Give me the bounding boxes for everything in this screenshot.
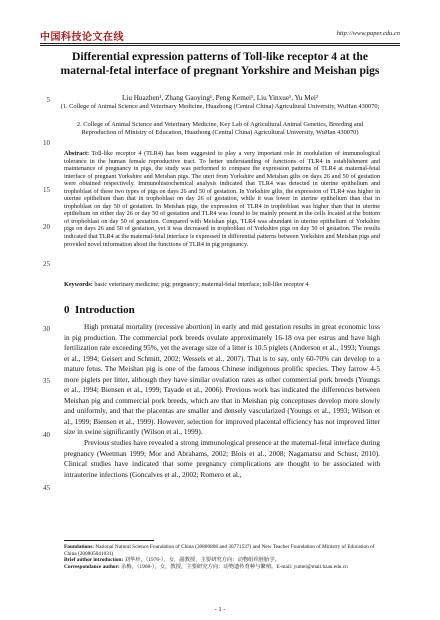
body-text	[64, 322, 380, 480]
footnote-label: Correspondance author:	[64, 563, 120, 570]
keywords	[64, 281, 380, 288]
body-paragraph: High prenatal mortality (recessive abortion) in early and mid gestation results in great economic loss in pig production. The commercial pork breeds ovulate approximately 16-18 ova per estrus and have high fertilization rate exceeding 95%, yet the average size of a litter is 10.5 piglets (Anderson et al., 1993; Youngs et al., 1994; Geisert and Schmitt, 2002; Wessels et al., 2007). That is to say, only 60-70% can develop to a mature fetus. The Meishan pig is one of the famous Chinese indigenous prolific species. They farrow 4-5 more piglets per litter, although they have similar ovulation rates as other commercial pork breeds (Youngs et al., 1994; Biensen et al., 1999; Tayade et al., 2006). Previous work has indicated the differences between Meishan pig and commercial pork breeds, which are that in Meishan pig conceptuses develop more slowly and uniformly, and that the placentas are smaller and densely vascularized (Youngs et al., 1993; Wilson et al., 1999; Biensen et al., 1999). However, selection for improved placental efficiency has not improved litter size in swine significantly (Wilson et al., 1999).	[64, 323, 380, 437]
footnote-correspondence	[64, 564, 380, 571]
keywords-text: basic veterinary medicine; pig; pregnancy; maternal-fetal interface; toll-like receptor 4	[94, 281, 309, 288]
footnote-rule	[64, 540, 154, 541]
keywords-label: Keywords:	[64, 281, 93, 288]
affiliation-1: (1. College of Animal Science and Veterinary Medicine, Huazhong (Central China) Agricultural University, WuHan 430070;	[60, 103, 380, 110]
footnote-text: National Natural Science Foundation of China (30800808 and 30771537) and New Teacher Foundation of Ministry of Education of China (200805041031)	[64, 544, 375, 557]
footnote-text: 余梅，（1968-），女，教授，主要研究方向：动物遗传育种与繁殖。E-mail: yumei@mail.hzau.edu.cn	[121, 563, 348, 570]
section-number: 0	[64, 304, 70, 316]
header-rule-thin	[40, 45, 400, 46]
site-url[interactable]: http://www.paper.edu.cn	[336, 30, 400, 37]
affiliation-2: 2. College of Animal Science and Veterinary Medicine, Key Lab of Agricultural Animal Genetics, Breeding and Reproduction of Ministry of Education, Huazhong (Central China) Agricultural University, WuHan 430070)	[76, 121, 364, 136]
footnotes	[64, 544, 380, 570]
abstract	[64, 150, 380, 248]
paper-title: Differential expression patterns of Toll-like receptor 4 at the maternal-fetal interface of pregnant Yorkshire and Meishan pigs	[60, 50, 380, 77]
page-number: - 1 -	[214, 606, 226, 613]
journal-logo: 中国科技论文在线	[40, 32, 124, 43]
abstract-text: Toll-like receptor 4 (TLR4) has been suggested to play a very important role in modulation of immunological tolerance in the human female reproductive tract. To better understanding of functions of TLR4 in establishment and maintenance of pregnancy in pigs, the study was performed to compare the expression patterns of TLR4 at maternal-fetal interface of pregnant Yorkshire and Meishan pigs. The uteri from Yorkshire and Meishan gilts on days 26 and 50 of gestation were obtained respectively. Immunohistochemical analysis indicated that TLR4 was detected in uterine epithelium and trophoblast of these two types of pigs on days 26 and 50 of gestation. In Yorkshire gilts, the expression of TLR4 was higher in uterine epithelium than that in trophoblast on day 26 of gestation, while it was lower in uterine epithelium than that in trophoblast on day 50 of gestation. In Meishan pigs, the expression of TLR4 in trophoblast was higher than that in uterine epithelium on either day 26 or day 50 of gestation and TLR4 was found to be mainly present in the cells located at the bottom of trophoblast on day 50 of gestation. Compared with Meishan pigs, TLR4 was abundant in uterine epithelium of Yorkshire pigs on days 26 and 50 of gestation, yet it was decreased in trophoblast of Yorkshire pigs on day 50 of gestation. The results indicated that TLR4 at the maternal-fetal interface is expressed in differential patterns between Yorkshire and Meishan pigs and provided novel information about the functions of TLR4 in pig pregnancy.	[64, 150, 381, 248]
line-number: 20	[43, 223, 50, 231]
page-header	[40, 28, 400, 42]
line-number: 35	[43, 377, 50, 385]
footnote-foundations	[64, 544, 380, 557]
author-list: Liu Huazhen¹, Zhang Gaoying¹, Peng Kemei¹, Liu Yinxue¹, Yu Mei²	[121, 94, 319, 102]
abstract-label: Abstract:	[64, 150, 90, 157]
body-paragraph: Previous studies have revealed a strong immunological presence at the maternal-fetal interface during pregnancy (Weetman 1999; Mor and Abrahams, 2002; Blois et al., 2008; Nagamatsu and Schust, 2010). Clinical studies have indicated that some pregnancy complications are thought to be associated with intrauterine infections (Goncalves et al., 2002; Romero et al.,	[64, 439, 380, 479]
section-title: Introduction	[75, 304, 135, 316]
line-number: 10	[43, 139, 50, 147]
line-number: 40	[43, 431, 50, 439]
section-heading	[64, 304, 135, 316]
header-rule	[40, 43, 400, 44]
footnote-text: 刘华珍，（1976-），女，副教授，主要研究方向：动物组织胚胎学。	[124, 557, 280, 564]
line-number: 5	[46, 96, 50, 104]
line-number: 30	[43, 325, 50, 333]
footnote-label: Brief author introduction:	[64, 557, 124, 564]
footnote-author	[64, 557, 380, 564]
footnote-label: Foundations:	[64, 544, 95, 550]
line-number: 45	[43, 484, 50, 492]
line-number: 25	[43, 260, 50, 268]
line-number: 15	[43, 186, 50, 194]
